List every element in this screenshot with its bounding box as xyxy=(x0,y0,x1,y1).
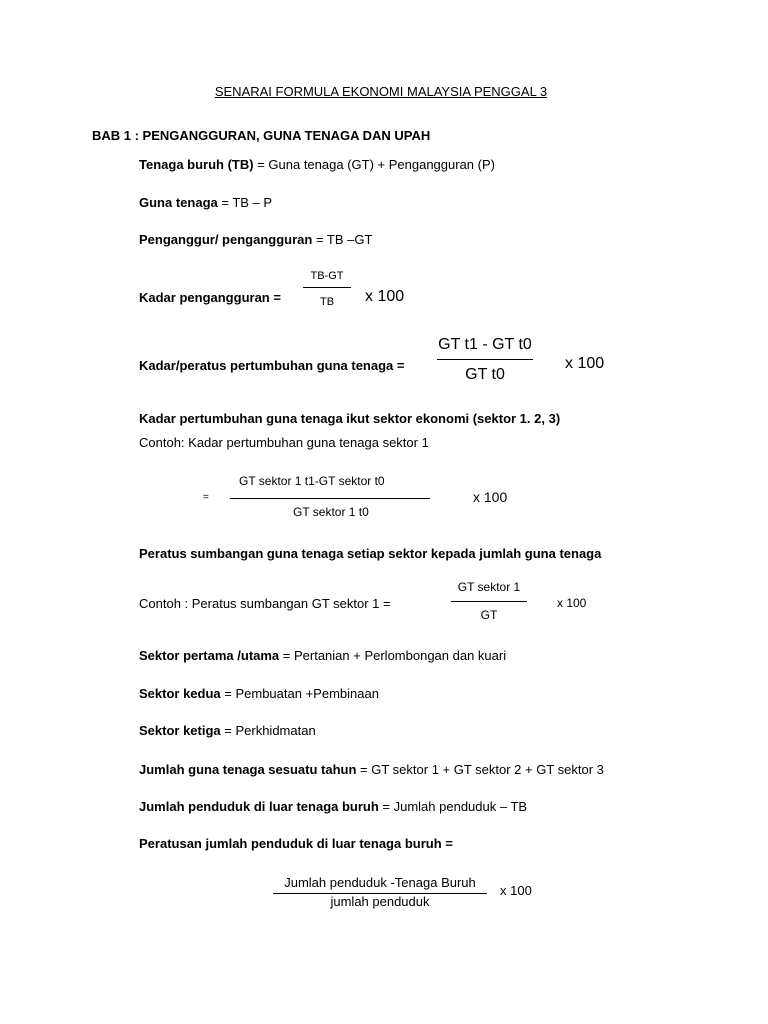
numerator: GT sektor 1 t1-GT sektor t0 xyxy=(239,474,385,488)
fraction xyxy=(273,875,487,909)
fraction xyxy=(451,579,527,622)
section-heading: Kadar pertumbuhan guna tenaga ikut sektor ekonomi (sektor 1. 2, 3) xyxy=(139,411,561,426)
denominator: GT xyxy=(480,608,498,622)
numerator: GT t1 - GT t0 xyxy=(438,336,532,353)
definition: = Pertanian + Perlombongan dan kuari xyxy=(279,648,507,663)
formula-label: Peratusan jumlah penduduk di luar tenaga buruh = xyxy=(139,836,453,851)
formula-tenaga-buruh xyxy=(139,157,495,172)
fraction xyxy=(303,269,351,308)
multiplier: x 100 xyxy=(557,596,587,610)
formula-label: Kadar pengangguran = xyxy=(139,290,281,305)
formula-sektor-ketiga xyxy=(139,723,316,738)
multiplier: x 100 xyxy=(500,883,532,898)
formula-pengangguran xyxy=(139,232,372,247)
term: Sektor ketiga xyxy=(139,723,221,738)
example-text: Contoh : Peratus sumbangan GT sektor 1 = xyxy=(139,596,391,611)
fraction xyxy=(230,474,430,519)
page-title: SENARAI FORMULA EKONOMI MALAYSIA PENGGAL 3 xyxy=(214,84,548,99)
section-heading: Peratus sumbangan guna tenaga setiap sektor kepada jumlah guna tenaga xyxy=(139,546,602,561)
formula-sektor-kedua xyxy=(139,686,379,701)
term: Guna tenaga xyxy=(139,195,218,210)
definition: = TB – P xyxy=(217,195,273,210)
fraction xyxy=(437,335,533,384)
equals-sign: = xyxy=(203,492,209,503)
formula-penduduk-luar-tenaga-buruh xyxy=(139,799,527,814)
formula-sektor-pertama xyxy=(139,648,506,663)
numerator: GT sektor 1 xyxy=(457,580,521,594)
definition: = Jumlah penduduk – TB xyxy=(378,799,528,814)
term: Sektor pertama /utama xyxy=(139,648,280,663)
term: Sektor kedua xyxy=(139,686,221,701)
formula-jumlah-guna-tenaga xyxy=(139,762,604,777)
example-text: Contoh: Kadar pertumbuhan guna tenaga sektor 1 xyxy=(139,435,429,450)
denominator: jumlah penduduk xyxy=(330,894,430,909)
numerator: TB-GT xyxy=(310,270,344,282)
multiplier: x 100 xyxy=(365,288,405,305)
definition: = TB –GT xyxy=(312,232,373,247)
formula-guna-tenaga xyxy=(139,195,272,210)
chapter-heading: BAB 1 : PENGANGGURAN, GUNA TENAGA DAN UPAH xyxy=(92,128,431,143)
denominator: TB xyxy=(319,296,335,308)
term: Jumlah penduduk di luar tenaga buruh xyxy=(139,799,379,814)
definition: = Perkhidmatan xyxy=(220,723,316,738)
formula-label: Kadar/peratus pertumbuhan guna tenaga = xyxy=(139,358,405,373)
definition: = GT sektor 1 + GT sektor 2 + GT sektor 3 xyxy=(356,762,604,777)
denominator: GT sektor 1 t0 xyxy=(293,505,369,519)
multiplier: x 100 xyxy=(565,355,605,372)
definition: = Guna tenaga (GT) + Pengangguran (P) xyxy=(253,157,495,172)
term: Tenaga buruh (TB) xyxy=(139,157,254,172)
multiplier: x 100 xyxy=(473,489,508,505)
denominator: GT t0 xyxy=(465,366,505,383)
term: Jumlah guna tenaga sesuatu tahun xyxy=(139,762,357,777)
definition: = Pembuatan +Pembinaan xyxy=(220,686,379,701)
numerator: Jumlah penduduk -Tenaga Buruh xyxy=(284,875,476,890)
term: Penganggur/ pengangguran xyxy=(139,232,313,247)
